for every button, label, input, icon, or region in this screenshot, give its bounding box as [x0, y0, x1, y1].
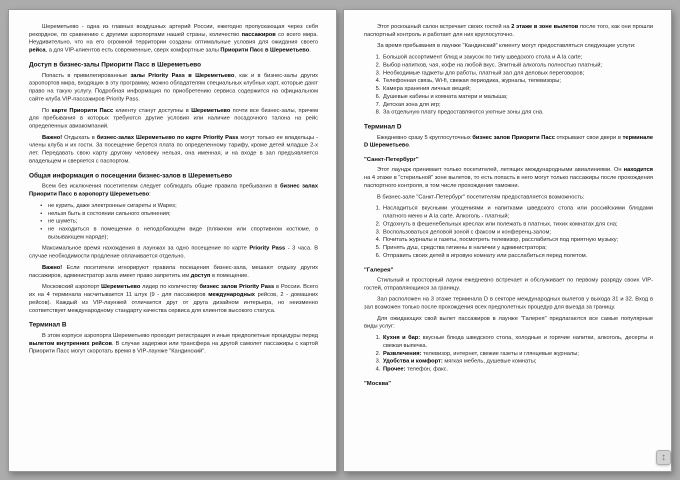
- bold-text: залы Priority Pass в Шереметьево: [130, 72, 235, 79]
- bold-text: Кухня и бар:: [383, 334, 421, 341]
- bold-text: бизнес залов Priority Pass: [199, 283, 275, 290]
- list-item: 6. Отправить своих детей в игровую комнату или расслабиться перед полетом.: [382, 252, 653, 260]
- section-heading: Общая информация о посещении бизнес-залов в Шереметьево: [29, 171, 233, 179]
- bold-text: пассажиров: [241, 31, 276, 38]
- list-item: 4. Телефонная связь, Wi-fi, свежая периодика, журналы, телевизоры;: [382, 77, 653, 85]
- bold-text: терминале D Шереметьево: [364, 134, 654, 149]
- paragraph: Шереметьево - одна из главных воздушных артерий России, ежегодно пропускающая через себя рекордное, по сравнению с другими аэропортами нашей страны, количество пассажиров со всего мира. Неудивительно, что на его огромной территории созданы оптимальные условия для ожидания своего рейса, а для VIP-клиентов есть современные, сверх комфортные залы Приорити Пасс в Шереметьево.: [29, 23, 319, 54]
- list-item: 8. За отдельную плату предоставляются уютные зоны для сна.: [382, 109, 653, 117]
- bold-text: 2 этаже в зоне вылетов: [511, 23, 579, 30]
- paragraph: Попасть в привилегированные залы Priority Pass в Шереметьево, как и в бизнес-залы других аэропортов мира, входящих в эту программу, можно обладателям специальных клубных карт, которые дают право на такую услугу. Подробная информация по приобретению сервиса содержится на официальном сайте клуба VIP-пассажиров Priority Pass.: [29, 72, 318, 102]
- list-item: 5. Принять душ, средства гигиены в наличии у администратора;: [382, 244, 653, 252]
- list-item: 4. Почитать журналы и газеты, посмотреть телевизор, расслабиться под приятную музыку;: [382, 236, 653, 244]
- paragraph: В бизнес-зале "Санкт-Петербург" посетителям предоставляется возможность:: [377, 193, 585, 200]
- lounge-name-heading: "Москва": [364, 379, 392, 387]
- bold-text: находится: [623, 166, 653, 173]
- paragraph: Важно! Отдыхать в бизнес-залах Шереметьево по карте Priority Pass могут только ее владельцы - члены клуба и их гости. За посещение берется плата по определенному тарифу, кроме детей младше 2-х лет. Передавать свою карту другому человеку нельзя, она именная, и на входе в зал предъявляется владельцем и сверяется с паспортом.: [29, 134, 318, 164]
- paragraph: Всем без исключения посетителям следует соблюдать общие правила пребывания в бизнес залах Приорити Пасс в аэропорту Шереметьево:: [29, 183, 318, 198]
- lounge-name-heading: "Санкт-Петербург": [364, 155, 419, 163]
- list-item: 3. Удобства и комфорт: мягкая мебель, душевые комнаты;: [382, 358, 653, 366]
- list-item: 2. Развлечения: телевизор, интернет, свежие газеты и глянцевые журналы;: [382, 350, 653, 358]
- list-item: • не находиться в помещении в неподобающем виде (пляжном или спортивном костюме, в вызывающем наряде);: [47, 226, 318, 242]
- list-item: 6. Душевые кабины и комната матери и малыша;: [382, 93, 653, 101]
- bold-text: бизнес-залах Шереметьево по карте Priority Pass: [96, 134, 239, 141]
- scroll-glyph: ↕: [661, 451, 666, 463]
- bold-text: Удобства и комфорт:: [383, 358, 443, 365]
- bold-text: рейса: [29, 47, 46, 54]
- paragraph: Для ожидающих свой вылет пассажиров в лаунже "Галерея" предлагаются все самые популярные виды услуг:: [364, 315, 653, 330]
- list-item: • не курить, даже электронные сигареты и Wapes;: [47, 202, 318, 210]
- bold-text: Важно!: [42, 264, 63, 271]
- document-page: [8, 9, 337, 472]
- list-item: 3. Необходимые гаджеты для работы, платный зал для деловых переговоров;: [382, 69, 653, 77]
- scroll-indicator-icon[interactable]: [656, 450, 671, 465]
- section-heading: Доступ в бизнес-залы Приорити Пасс в Шереметьево: [29, 60, 202, 68]
- page-content: [364, 23, 653, 390]
- page-content: [29, 23, 318, 359]
- bold-text: Прочее:: [383, 366, 406, 373]
- document-page: [343, 9, 672, 472]
- list-item: 5. Камера хранения личных вещей;: [382, 85, 653, 93]
- list-item: 1. Насладиться вкусными угощениями и напитками шведского стола или российскими блюдами платного меню и A la carte. Алкоголь - платный;: [382, 205, 653, 221]
- bold-text: Важно!: [42, 134, 63, 141]
- list-item: • нельзя быть в состоянии сильного опьянения;: [47, 210, 318, 218]
- paragraph: Максимальное время нахождения в лаунжах за одно посещение по карте Priority Pass - 3 часа. В случае необходимости продление оплачивается отдельно.: [29, 245, 318, 260]
- bold-text: бизнес залов Приорити Пасс: [472, 134, 555, 141]
- paragraph: Важно! Если посетители игнорируют правила посещения бизнес-зала, мешают отдыху других пассажиров, администратор зала имеет право запретить им доступ в помещение.: [29, 264, 318, 279]
- paragraph: За время пребывания в лаунже "Кандинский" клиенту могут предоставляться следующие услуги:: [377, 42, 636, 49]
- paragraph: В этом корпусе аэропорта Шереметьево проходит регистрация и иные предполетные процедуры перед вылетом внутренних рейсов. В случае задержки или трансфера на другой самолет пассажиры с картой Приорити Пасс могут скоротать время в VIP-лаунже "Кандинский".: [29, 332, 318, 355]
- list-item: 2. Отдохнуть в фешенебельных креслах или полежать в платных, тихих комнатах для сна;: [382, 220, 653, 228]
- paragraph: По карте Приорити Пасс клиенту станут доступны в Шереметьево почти все бизнес-залы, причем для пребывания в которых требуются другие условия или наличие посадочного талона на рейс определенных авиакомпаний.: [29, 107, 318, 129]
- paragraph: Ежедневно сразу 5 круглосуточных бизнес залов Приорити Пасс открывают свои двери в терминале D Шереметьево.: [364, 134, 654, 149]
- bold-text: Шереметьево: [191, 107, 231, 114]
- bold-text: Приорити Пасс в Шереметьево: [220, 47, 310, 54]
- rules-list: [29, 202, 318, 241]
- bold-text: международных: [208, 291, 255, 298]
- services-list: [364, 334, 653, 373]
- list-item: • не шуметь;: [47, 218, 318, 226]
- paragraph: Зал расположен на 3 этаже терминала D в секторе международных вылетов у выхода 31 и 32. Вход в зал возможен только после прохождения всех предполетных процедур для выезда за границу.: [364, 296, 653, 311]
- lounge-name-heading: "Галерея": [364, 265, 394, 273]
- paragraph: Московский аэропорт Шереметьево лидер по количеству бизнес залов Priority Pass в России. Всего их на 4 терминала насчитывается 11 штук (9 - для пассажиров международных рейсов, 2 - домашних рейсов). Каждый из VIP-лаунжей отличается друг от друга дизайном интерьера, но неизменно соответствует международному стандарту качества сервиса для клиентов высокого статуса.: [29, 283, 319, 314]
- section-heading: Терминал D: [364, 122, 402, 131]
- paragraph: Этот лаундж принимает только посетителей, летящих международными авиалиниями. Он находится на 4 этаже в "стерильной" зоне вылетов, то есть попасть в него могут только пассажиры после прохождения паспортного контроля, в том числе прохождения таможни.: [364, 166, 653, 189]
- bold-text: вылетом внутренних рейсов: [29, 340, 112, 347]
- list-item: 7. Детская зона для игр;: [382, 101, 653, 109]
- services-list: [364, 205, 653, 260]
- list-item: 4. Прочее: телефон, факс.: [382, 366, 653, 374]
- bold-text: бизнес залах Приорити Пасс в аэропорту Шереметьево: [29, 183, 318, 198]
- bold-text: Шереметьево: [101, 283, 141, 290]
- paragraph: Этот роскошный салон встречает своих гостей на 2 этаже в зоне вылетов после того, как они прошли паспортный контроль и работает для них круглосуточно.: [364, 23, 653, 38]
- bold-text: доступ: [190, 272, 211, 279]
- bold-text: Развлечения:: [383, 350, 422, 357]
- bold-text: карте Приорити Пасс: [51, 107, 114, 114]
- section-heading: Терминал B: [29, 320, 67, 329]
- bold-text: Priority Pass: [249, 245, 286, 252]
- list-item: 1. Большой ассортимент блюд и закусок по типу шведского стола и A la carte;: [382, 54, 653, 62]
- list-item: 3. Воспользоваться деловой зоной с факсом и конференц-залом;: [382, 228, 653, 236]
- list-item: 1. Кухня и бар: вкусные блюда шведского стола, холодные и горячие напитки, алкоголь, десерты и свежая выпечка.: [382, 334, 653, 350]
- list-item: 2. Выбор напитков, чая, кофе на любой вкус. Элитный алкоголь полностью платный;: [382, 61, 653, 69]
- paragraph: Стильный и просторный лаунж ежедневно встречает и обслуживает по первому разряду своих VIP-гостей, отправляющихся за границу.: [364, 276, 653, 291]
- services-list: [364, 54, 653, 117]
